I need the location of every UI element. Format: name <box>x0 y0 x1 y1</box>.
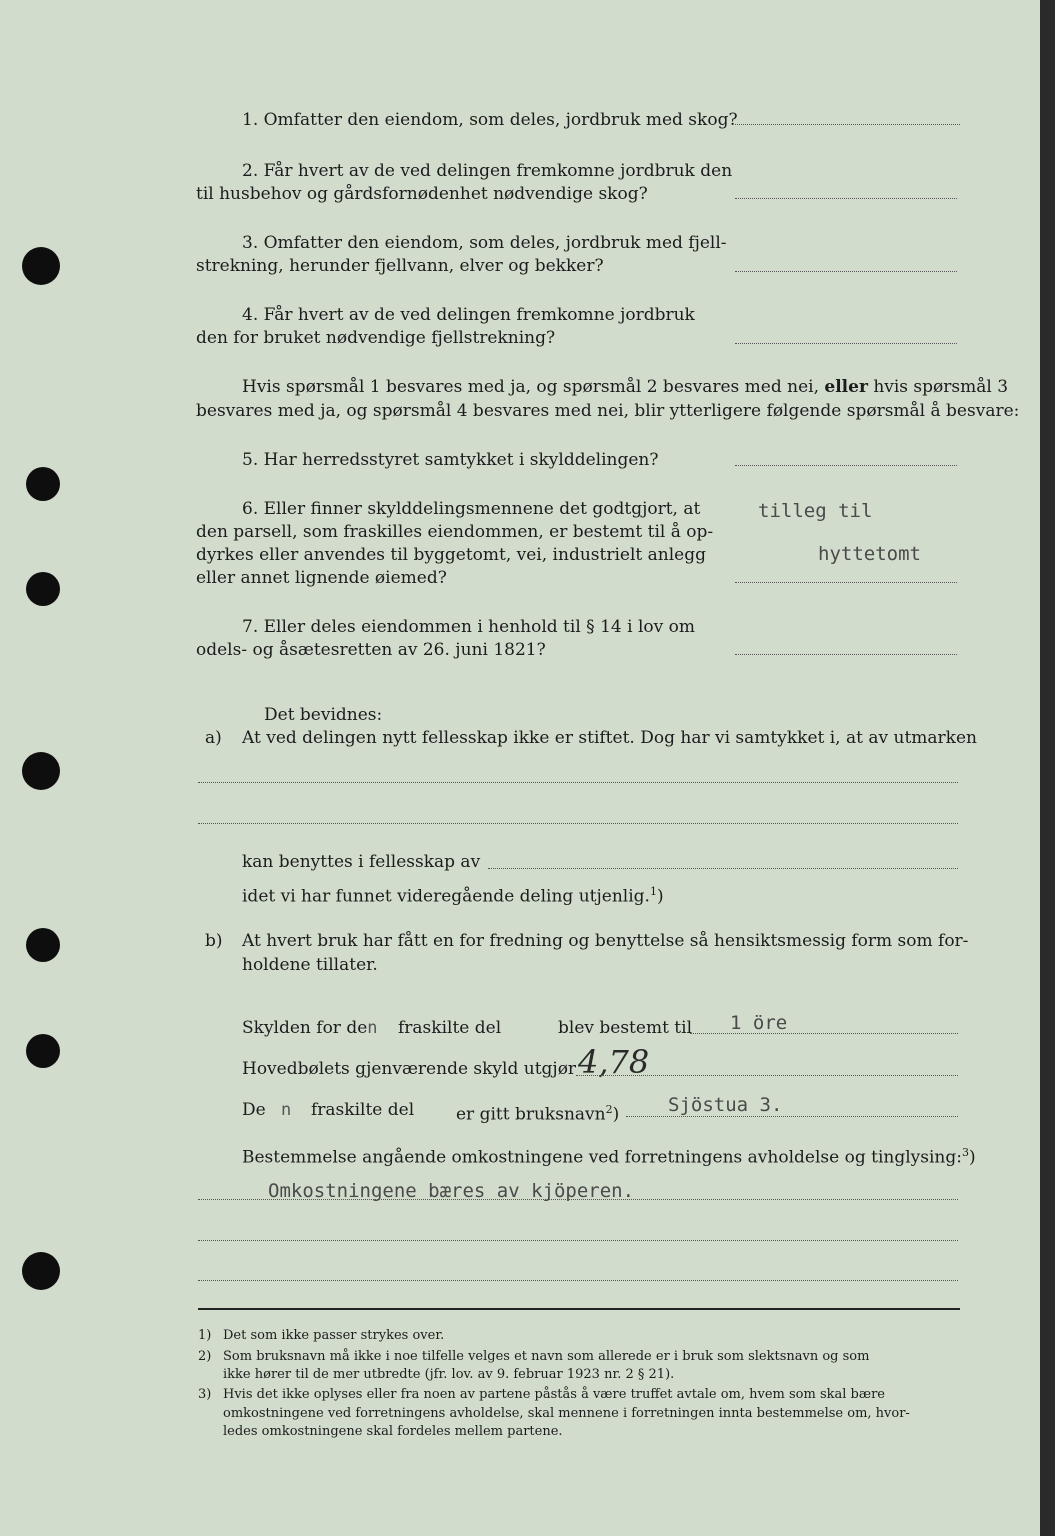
answer-line-4[interactable] <box>735 343 957 344</box>
fellesskap-label: kan benyttes i fellesskap av <box>242 852 481 872</box>
bestemmelse-text: Bestemmelse angående omkostningene ved forretningens avholdelse og tinglysing: <box>242 1147 962 1168</box>
attest-heading: Det bevidnes: <box>264 705 383 725</box>
idet-text-main: idet vi har funnet videregående deling utjenlig. <box>242 886 650 907</box>
condition-line-1 <box>242 376 1008 398</box>
question-6-line-1: 6. Eller finner skylddelingsmennene det godtgjort, at <box>242 499 701 519</box>
bestemmelse-line-3[interactable] <box>198 1280 958 1281</box>
bestemmelse-value[interactable]: Omkostningene bæres av kjöperen. <box>268 1180 635 1202</box>
attest-b-marker: b) <box>205 931 223 951</box>
answer-line-7[interactable] <box>735 654 957 655</box>
answer-6-line-1[interactable]: tilleg til <box>758 500 873 522</box>
footnote-ref-2: 2 <box>605 1103 613 1116</box>
de-post-close: ) <box>612 1104 620 1125</box>
skyld-label-post: blev bestemt til <box>558 1018 693 1038</box>
answer-line-1[interactable] <box>735 124 960 125</box>
footnote-3-line-2: omkostningene ved forretningens avholdelse, skal mennene i forretningen innta bestemmelse om, hvor- <box>223 1406 910 1421</box>
question-2-line-1: 2. Får hvert av de ved delingen fremkomne jordbruk den <box>242 161 733 181</box>
question-7-line-1: 7. Eller deles eiendommen i henhold til § 14 i lov om <box>242 617 695 637</box>
footnote-ref-3: 3 <box>961 1146 969 1159</box>
skyld-value[interactable]: 1 öre <box>730 1012 788 1034</box>
footnote-1-line-1: Det som ikke passer strykes over. <box>223 1328 445 1343</box>
question-4-line-2: den for bruket nødvendige fjellstrekning? <box>196 328 556 348</box>
question-3-line-2: strekning, herunder fjellvann, elver og bekker? <box>196 256 604 276</box>
question-4-line-1: 4. Får hvert av de ved delingen fremkomne jordbruk <box>242 305 695 325</box>
question-5: 5. Har herredsstyret samtykket i skylddelingen? <box>242 450 659 470</box>
bestemmelse-line-2[interactable] <box>198 1240 958 1241</box>
attest-b-line-2: holdene tillater. <box>242 955 378 975</box>
answer-line-2[interactable] <box>735 198 957 199</box>
condition-text-pre: Hvis spørsmål 1 besvares med ja, og spørsmål 2 besvares med nei, <box>242 377 819 397</box>
question-6-line-2: den parsell, som fraskilles eiendommen, er bestemt til å op- <box>196 522 714 542</box>
de-label: De <box>242 1100 266 1120</box>
footnote-3-marker: 3) <box>198 1387 212 1402</box>
skyld-label-mid: fraskilte del <box>398 1018 502 1038</box>
condition-text-post: hvis spørsmål 3 <box>873 377 1009 397</box>
question-6-line-4: eller annet lignende øiemed? <box>196 568 447 588</box>
bestemmelse-close: ) <box>968 1147 976 1168</box>
answer-line-3[interactable] <box>735 271 957 272</box>
bruksnavn-value[interactable]: Sjöstua 3. <box>668 1094 783 1116</box>
skyld-label-n: n <box>367 1018 378 1038</box>
binder-hole-7 <box>22 1252 60 1290</box>
hoved-label: Hovedbølets gjenværende skyld utgjør <box>242 1059 577 1079</box>
binder-hole-6 <box>26 1034 60 1068</box>
binder-hole-5 <box>26 928 60 962</box>
footnote-2-line-1: Som bruksnavn må ikke i noe tilfelle velges et navn som allerede er i bruk som slektsnavn og som <box>223 1349 870 1364</box>
binder-hole-1 <box>22 247 60 285</box>
answer-line-5[interactable] <box>735 465 957 466</box>
idet-text-close: ) <box>656 886 664 907</box>
binder-hole-3 <box>26 572 60 606</box>
footnote-2-line-2: ikke hører til de mer utbredte (jfr. lov. av 9. februar 1923 nr. 2 § 21). <box>223 1367 675 1382</box>
scan-edge <box>1040 0 1055 1536</box>
footnote-2-marker: 2) <box>198 1349 212 1364</box>
utmark-line-2[interactable] <box>198 823 958 824</box>
bestemmelse-line-1[interactable] <box>198 1199 958 1200</box>
answer-6-line-2[interactable]: hyttetomt <box>818 543 921 565</box>
footnote-ref-1: 1 <box>649 885 657 898</box>
condition-line-2: besvares med ja, og spørsmål 4 besvares med nei, blir ytterligere følgende spørsmål å besvare: <box>196 401 1020 421</box>
idet-text <box>242 881 664 908</box>
attest-a-text: At ved delingen nytt fellesskap ikke er stiftet. Dog har vi samtykket i, at av utmarken <box>242 728 977 748</box>
footnote-1-marker: 1) <box>198 1328 212 1343</box>
de-post-text: er gitt bruksnavn <box>456 1104 606 1125</box>
bestemmelse-label <box>242 1142 976 1169</box>
skyld-label <box>242 1017 378 1039</box>
footnote-divider <box>198 1308 960 1310</box>
question-2-line-2: til husbehov og gårdsfornødenhet nødvendige skog? <box>196 184 648 204</box>
question-1: 1. Omfatter den eiendom, som deles, jordbruk med skog? <box>242 110 738 130</box>
bruksnavn-line[interactable] <box>626 1116 958 1117</box>
question-3-line-1: 3. Omfatter den eiendom, som deles, jordbruk med fjell- <box>242 233 727 253</box>
footnote-3-line-1: Hvis det ikke oplyses eller fra noen av partene påstås å være truffet avtale om, hvem som skal bære <box>223 1387 885 1402</box>
attest-b-line-1: At hvert bruk har fått en for fredning og benyttelse så hensiktsmessig form som for- <box>242 931 969 951</box>
skyld-label-pre: Skylden for de <box>242 1018 368 1038</box>
de-mid: fraskilte del <box>311 1100 415 1120</box>
question-7-line-2: odels- og åsætesretten av 26. juni 1821? <box>196 640 546 660</box>
attest-a-marker: a) <box>205 728 222 748</box>
skyld-line[interactable] <box>690 1033 958 1034</box>
binder-hole-4 <box>22 752 60 790</box>
utmark-line-1[interactable] <box>198 782 958 783</box>
de-n: n <box>281 1100 292 1120</box>
de-post <box>456 1099 619 1126</box>
hoved-value[interactable]: 4,78 <box>578 1043 650 1081</box>
footnote-3-line-3: ledes omkostningene skal fordeles mellem partene. <box>223 1424 563 1439</box>
hoved-line[interactable] <box>576 1075 958 1076</box>
answer-line-6[interactable] <box>735 582 957 583</box>
condition-bold-word: eller <box>824 377 868 397</box>
fellesskap-line[interactable] <box>488 868 958 869</box>
question-6-line-3: dyrkes eller anvendes til byggetomt, vei, industrielt anlegg <box>196 545 706 565</box>
binder-hole-2 <box>26 467 60 501</box>
